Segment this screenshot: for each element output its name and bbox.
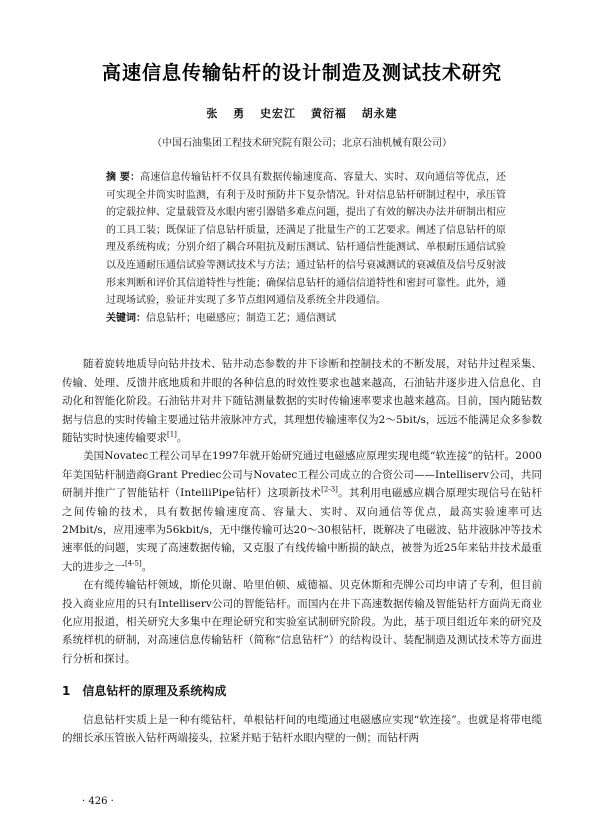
section-heading <box>62 682 542 700</box>
paragraph-tail: 。 <box>141 560 153 573</box>
paragraph-text: 在有缆传输钻杆领域，斯伦贝谢、哈里伯顿、威德福、贝克休斯和壳牌公司均申请了专利，但目前投入商业应用的只有Intelliserv公司的智能钻杆。而国内在井下高速数据传输及智能钻杆方面尚无商业化应用报道，相关研究大多集中在理论研究和实验室试制研究阶段。为此，基于项目组近年来的研究及系统样机的研制，对高速信息传输钻杆（简称“信息钻杆”）的结构设计、装配制造及测试技术等方面进行分析和探讨。 <box>62 579 542 665</box>
author-name: 史宏江 <box>260 107 296 120</box>
abstract-text: 高速信息传输钻杆不仅具有数据传输速度高、容量大、实时、双向通信等优点，还可实现全井筒实时监测，有利于及时预防井下复杂情况。针对信息钻杆研制过程中，承压管的定载拉伸、定量载管及水眼内密引器错多难点问题，提出了有效的解决办法并研制出相应的工具工装；既保证了信息钻杆质量，还满足了批量生产的工艺要求。阐述了信息钻杆的原理及系统构成；分别介绍了耦合环阻抗及耐压测试、钻杆通信性能测试、单根耐压通信试验以及连通耐压通信试验等测试技术与方法；通过钻杆的信号衰减测试的衰减值及信号反射波形来判断和评价其信道特性与性能；确保信息钻杆的通信信道特性和密封可靠性。此外，通过现场试验，验证并实现了多节点组网通信及系统全井段通信。 <box>106 172 507 307</box>
paper-title: 高速信息传输钻杆的设计制造及测试技术研究 <box>101 62 502 84</box>
paragraph <box>62 447 542 576</box>
section-number: 1 <box>62 684 71 699</box>
abstract-label: 摘 要： <box>106 172 141 183</box>
paragraph-text: 随着旋转地质导向钻井技术、钻井动态参数的井下诊断和控制技术的不断发展，对钻井过程采集、传输、处理、反馈井底地质和井眼的各种信息的时效性要求也越来越高，石油钻井逐步进入信息化、自动化和智能化阶段。石油钻井对井下随钻测量数据的实时传输速率要求也越来越高。目前，国内随钻数据与信息的实时传输主要通过钻井液脉冲方式，其理想传输速率仅为2～5bit/s，远远不能满足众多参数随钻实时快速传输要求 <box>62 358 542 444</box>
paragraph <box>62 355 542 447</box>
affiliation: （中国石油集团工程技术研究院有限公司；北京石油机械有限公司） <box>152 138 452 149</box>
section-title: 信息钻杆的原理及系统构成 <box>82 684 227 699</box>
page-number: · 426 · <box>82 796 114 807</box>
paragraph-tail: 。 <box>176 431 188 444</box>
abstract <box>106 169 506 310</box>
author-name: 黄衍福 <box>310 107 347 120</box>
author-name: 胡永建 <box>361 107 398 120</box>
citation: [2-3] <box>321 485 338 494</box>
author-name: 张 勇 <box>206 107 246 120</box>
keywords-text: 信息钻杆；电磁感应；制造工艺；通信测试 <box>146 312 336 324</box>
paragraph-tail: 。其利用电磁感应耦合原理实现信号在钻杆之间传输的技术，具有数据传输速度高、容量大、实时、双向通信等优点，最高实验速率可达2Mbit/s，应用速率为56kbit/s，无中继传输可达20～30根钻杆，既解决了电磁波、钻井液脉冲等技术速率低的问题，实现了高速数据传输，又克服了有线传输中断损的缺点，被誉为近25年来钻井技术最重大的进步之一 <box>62 487 542 573</box>
paper-page <box>0 58 600 813</box>
keywords-label: 关键词： <box>106 312 146 324</box>
paragraph-text: 美国Novatec工程公司早在1997年就开始研究通过电磁感应原理实现电缆“软连接”的钻杆。2000年美国钻杆制造商Grant Prediec公司与Novatec工程公司成立的合资公司——Intelliserv公司，共同研制并推广了智能钻杆（IntelliPipe钻杆）这项新技术 <box>62 450 542 500</box>
body-text <box>62 355 542 747</box>
paragraph-text: 信息钻杆实质上是一种有缆钻杆，单根钻杆间的电缆通过电磁感应实现“软连接”。也就是将带电缆的细长承压管嵌入钻杆两端接头，拉紧并贴于钻杆水眼内壁的一侧；而钻杆两 <box>62 713 542 745</box>
citation: [4-5] <box>125 559 142 568</box>
paragraph <box>62 576 542 668</box>
author-list <box>62 105 542 121</box>
citation: [1] <box>167 430 177 439</box>
paragraph <box>62 711 542 748</box>
keywords <box>106 310 506 328</box>
